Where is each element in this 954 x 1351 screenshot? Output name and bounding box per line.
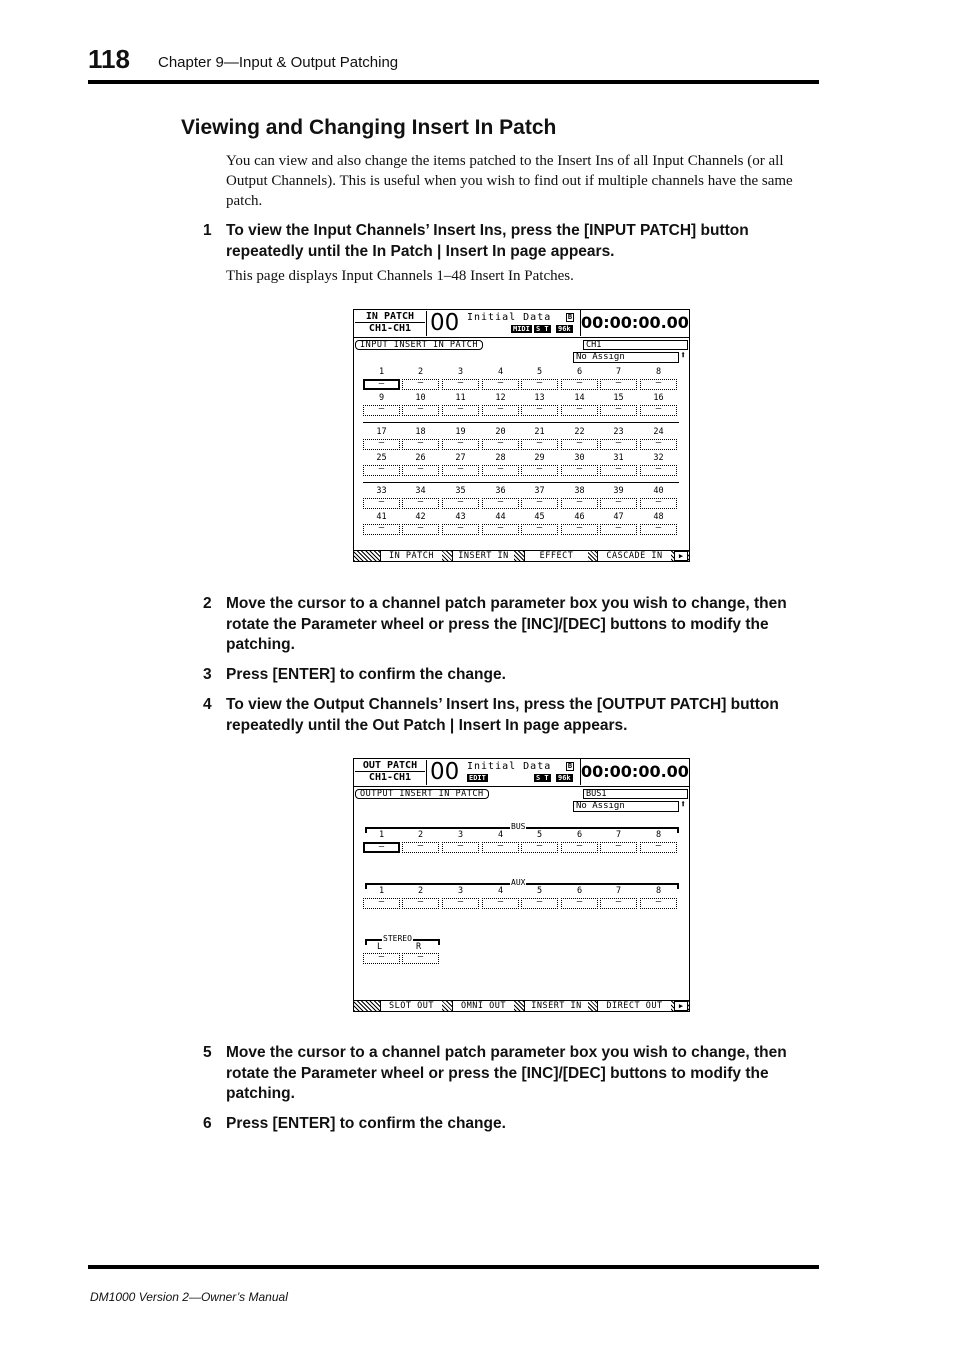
patch-parameter-box[interactable]: – <box>482 379 519 390</box>
input-insert-in-patch-screen <box>353 309 690 562</box>
patch-parameter-box[interactable]: – <box>442 465 479 476</box>
patch-parameter-box[interactable]: – <box>561 439 598 450</box>
intro-paragraph: You can view and also change the items patched to the Insert Ins of all Input Channels (or all Output Channels). This is useful when you wish to find out if multiple channels have the same patch. <box>226 153 793 209</box>
step-5 <box>203 1043 823 1105</box>
channel-label: 21 <box>534 427 545 437</box>
channel-label: 34 <box>415 486 426 496</box>
screen-top-bar <box>354 310 689 338</box>
channel-label: 31 <box>613 453 624 463</box>
patch-parameter-box[interactable]: – <box>442 524 479 535</box>
patch-parameter-box[interactable]: – <box>482 898 519 909</box>
channel-label: 17 <box>376 427 387 437</box>
channel-label: 35 <box>455 486 466 496</box>
channel-label: 27 <box>455 453 466 463</box>
sample-rate-tag: 96k <box>558 774 571 782</box>
patch-parameter-box[interactable]: – <box>442 405 479 416</box>
sample-rate-tag: 96k <box>558 325 571 333</box>
patch-parameter-box[interactable]: – <box>521 898 558 909</box>
patch-title: IN PATCH <box>355 311 425 323</box>
step-text: Press [ENTER] to confirm the change. <box>226 1115 506 1132</box>
tab-insert-in[interactable]: INSERT IN <box>452 551 514 561</box>
aux-group-label: AUX <box>511 878 526 887</box>
patch-parameter-box[interactable]: – <box>600 842 637 853</box>
scene-number: 00 <box>430 759 460 785</box>
channel-label: 12 <box>495 393 506 403</box>
edit-tag: EDIT <box>469 774 486 782</box>
channel-label: 38 <box>574 486 585 496</box>
channel-label: 2 <box>417 830 424 840</box>
patch-parameter-box[interactable]: – <box>482 405 519 416</box>
patch-parameter-box[interactable]: – <box>600 379 637 390</box>
channel-label: 25 <box>376 453 387 463</box>
timecode: 00:00:00.00 <box>580 759 688 785</box>
footer-text: DM1000 Version 2—Owner’s Manual <box>90 1290 288 1304</box>
step-6 <box>203 1114 823 1135</box>
patch-parameter-box[interactable]: – <box>640 842 677 853</box>
channel-label: 4 <box>497 886 504 896</box>
stereo-group-label: STEREO <box>383 934 412 943</box>
channel-label: 11 <box>455 393 466 403</box>
patch-parameter-box[interactable]: – <box>402 379 439 390</box>
page-label: INPUT INSERT IN PATCH <box>355 340 483 350</box>
patch-parameter-box[interactable]: – <box>363 953 400 964</box>
channel-label: 6 <box>576 886 583 896</box>
patch-parameter-box[interactable]: – <box>482 498 519 509</box>
channel-label: 18 <box>415 427 426 437</box>
channel-label: 4 <box>497 367 504 377</box>
b-icon: B <box>567 762 573 770</box>
patch-parameter-box[interactable]: – <box>561 898 598 909</box>
patch-parameter-box[interactable]: – <box>402 405 439 416</box>
patch-parameter-box[interactable]: – <box>561 842 598 853</box>
step-3 <box>203 665 823 686</box>
footer-rule <box>88 1265 819 1269</box>
page-label: OUTPUT INSERT IN PATCH <box>355 789 489 799</box>
timecode: 00:00:00.00 <box>580 310 688 336</box>
channel-label: 33 <box>376 486 387 496</box>
channel-label: 44 <box>495 512 506 522</box>
tab-bar <box>354 550 689 561</box>
assign-scroll-arrow-icon[interactable]: ⬆ <box>680 799 687 810</box>
channel-label: 8 <box>655 830 662 840</box>
step-number: 1 <box>203 222 212 239</box>
channel-label: 6 <box>576 367 583 377</box>
channel-label: 6 <box>576 830 583 840</box>
channel-label: 14 <box>574 393 585 403</box>
patch-parameter-box[interactable]: – <box>600 465 637 476</box>
channel-label: 3 <box>457 830 464 840</box>
step-number: 2 <box>203 595 212 612</box>
channel-label: 7 <box>615 367 622 377</box>
patch-parameter-box[interactable]: – <box>363 524 400 535</box>
channel-label: 30 <box>574 453 585 463</box>
channel-label: R <box>415 942 422 952</box>
b-icon: B <box>567 313 573 321</box>
channel-label: 48 <box>653 512 664 522</box>
channel-label: 5 <box>536 830 543 840</box>
patch-parameter-box[interactable]: – <box>561 524 598 535</box>
channel-label: 28 <box>495 453 506 463</box>
patch-parameter-box[interactable]: – <box>600 498 637 509</box>
tab-insert-in[interactable]: INSERT IN <box>524 1001 588 1011</box>
step-text: To view the Output Channels’ Insert Ins, press the [OUTPUT PATCH] button repeatedly until the Out Patch | Insert In page appears. <box>226 696 779 734</box>
channel-label: 41 <box>376 512 387 522</box>
step-1 <box>203 221 823 262</box>
patch-parameter-box[interactable]: – <box>402 842 439 853</box>
channel-label: 15 <box>613 393 624 403</box>
tab-cascade-in[interactable]: CASCADE IN <box>597 551 671 561</box>
channel-label: 39 <box>613 486 624 496</box>
channel-label: 3 <box>457 886 464 896</box>
channel-label: 43 <box>455 512 466 522</box>
channel-label: 3 <box>457 367 464 377</box>
channel-label: 19 <box>455 427 466 437</box>
channel-label: 24 <box>653 427 664 437</box>
step-number: 4 <box>203 696 212 713</box>
channel-label: 20 <box>495 427 506 437</box>
patch-parameter-box[interactable]: – <box>521 524 558 535</box>
patch-parameter-box[interactable]: – <box>482 439 519 450</box>
channel-label: 23 <box>613 427 624 437</box>
patch-parameter-box[interactable]: – <box>442 439 479 450</box>
patch-parameter-box[interactable]: – <box>402 524 439 535</box>
channel-label: 45 <box>534 512 545 522</box>
channel-label: 36 <box>495 486 506 496</box>
group-separator <box>363 422 679 423</box>
patch-range: CH1-CH1 <box>368 323 412 334</box>
patch-parameter-box[interactable]: – <box>442 498 479 509</box>
patch-parameter-box[interactable]: – <box>363 405 400 416</box>
channel-label: 42 <box>415 512 426 522</box>
channel-label: 4 <box>497 830 504 840</box>
patch-parameter-box[interactable]: – <box>640 379 677 390</box>
step-4 <box>203 695 823 736</box>
scene-title: Initial Data <box>467 761 552 772</box>
midi-tag: MIDI <box>513 325 530 333</box>
step-text: Move the cursor to a channel patch parameter box you wish to change, then rotate the Parameter wheel or press the [INC]/[DEC] buttons to modify the patching. <box>226 1044 787 1102</box>
channel-label: 1 <box>378 886 385 896</box>
channel-label: 32 <box>653 453 664 463</box>
scene-number: 00 <box>430 310 460 336</box>
patch-parameter-box[interactable]: – <box>482 465 519 476</box>
step-number: 6 <box>203 1115 212 1132</box>
tab-in-patch[interactable]: IN PATCH <box>380 551 442 561</box>
patch-indicator <box>355 311 427 336</box>
tab-slot-out[interactable]: SLOT OUT <box>380 1001 442 1011</box>
chapter-title: Chapter 9—Input & Output Patching <box>158 54 399 71</box>
assign-field[interactable]: No Assign <box>573 352 679 363</box>
patch-parameter-box[interactable]: – <box>640 439 677 450</box>
patch-parameter-box[interactable]: – <box>363 898 400 909</box>
patch-parameter-box[interactable]: – <box>482 842 519 853</box>
patch-parameter-box[interactable]: – <box>402 898 439 909</box>
section-title: Viewing and Changing Insert In Patch <box>181 116 557 139</box>
channel-label: 22 <box>574 427 585 437</box>
patch-parameter-box[interactable]: – <box>640 524 677 535</box>
channel-label: 5 <box>536 886 543 896</box>
patch-parameter-box[interactable]: – <box>640 465 677 476</box>
channel-field[interactable]: BUS1 <box>583 789 688 799</box>
channel-label: 1 <box>378 830 385 840</box>
patch-parameter-box[interactable]: – <box>363 498 400 509</box>
patch-parameter-box[interactable]: – <box>600 439 637 450</box>
step-text: To view the Input Channels’ Insert Ins, press the [INPUT PATCH] button repeatedly until the In Patch | Insert In page appears. <box>226 222 749 260</box>
patch-parameter-box[interactable]: – <box>561 405 598 416</box>
step-text: Press [ENTER] to confirm the change. <box>226 666 506 683</box>
channel-label: 2 <box>417 886 424 896</box>
patch-parameter-box[interactable]: – <box>363 379 400 390</box>
channel-label: 10 <box>415 393 426 403</box>
patch-parameter-box[interactable]: – <box>402 465 439 476</box>
patch-parameter-box[interactable]: – <box>600 524 637 535</box>
assign-field[interactable]: No Assign <box>573 801 679 812</box>
group-separator <box>363 482 679 483</box>
channel-label: 1 <box>378 367 385 377</box>
patch-parameter-box[interactable]: – <box>363 842 400 853</box>
patch-parameter-box[interactable]: – <box>442 842 479 853</box>
channel-label: 8 <box>655 886 662 896</box>
page-number: 118 <box>88 44 130 74</box>
patch-parameter-box[interactable]: – <box>561 465 598 476</box>
next-tab-icon[interactable]: ▶ <box>674 551 688 561</box>
tab-effect[interactable]: EFFECT <box>524 551 588 561</box>
channel-label: 7 <box>615 886 622 896</box>
patch-parameter-box[interactable]: – <box>402 953 439 964</box>
assign-scroll-arrow-icon[interactable]: ⬆ <box>680 350 687 361</box>
step-number: 3 <box>203 666 212 683</box>
patch-parameter-box[interactable]: – <box>482 524 519 535</box>
patch-parameter-box[interactable]: – <box>521 842 558 853</box>
output-insert-in-patch-screen <box>353 758 690 1012</box>
channel-label: 2 <box>417 367 424 377</box>
next-tab-icon[interactable]: ▶ <box>674 1001 688 1011</box>
channel-label: 16 <box>653 393 664 403</box>
patch-parameter-box[interactable]: – <box>521 379 558 390</box>
patch-parameter-box[interactable]: – <box>561 379 598 390</box>
header-rule <box>88 80 819 84</box>
patch-parameter-box[interactable]: – <box>363 439 400 450</box>
channel-label: 9 <box>378 393 385 403</box>
channel-label: 46 <box>574 512 585 522</box>
channel-field[interactable]: CH1 <box>583 340 688 350</box>
tab-bar <box>354 1000 689 1011</box>
patch-range: CH1-CH1 <box>368 772 412 783</box>
patch-parameter-box[interactable]: – <box>521 465 558 476</box>
channel-label: 26 <box>415 453 426 463</box>
channel-label: 8 <box>655 367 662 377</box>
patch-parameter-box[interactable]: – <box>521 439 558 450</box>
patch-parameter-box[interactable]: – <box>600 898 637 909</box>
patch-parameter-box[interactable]: – <box>521 405 558 416</box>
patch-parameter-box[interactable]: – <box>363 465 400 476</box>
channel-label: 13 <box>534 393 545 403</box>
patch-parameter-box[interactable]: – <box>402 498 439 509</box>
bus-group-label: BUS <box>511 822 526 831</box>
patch-parameter-box[interactable]: – <box>640 898 677 909</box>
tab-omni-out[interactable]: OMNI OUT <box>452 1001 514 1011</box>
st-tag: S T <box>536 325 549 333</box>
patch-parameter-box[interactable]: – <box>442 379 479 390</box>
screen-top-bar <box>354 759 689 787</box>
channel-label: 29 <box>534 453 545 463</box>
tab-direct-out[interactable]: DIRECT OUT <box>597 1001 671 1011</box>
step-1-note: This page displays Input Channels 1–48 Insert In Patches. <box>226 268 574 284</box>
channel-label: 5 <box>536 367 543 377</box>
channel-label: 40 <box>653 486 664 496</box>
channel-label: L <box>376 942 383 952</box>
step-2 <box>203 594 823 656</box>
patch-parameter-box[interactable]: – <box>402 439 439 450</box>
patch-parameter-box[interactable]: – <box>442 898 479 909</box>
channel-label: 7 <box>615 830 622 840</box>
patch-parameter-box[interactable]: – <box>561 498 598 509</box>
channel-label: 37 <box>534 486 545 496</box>
patch-parameter-box[interactable]: – <box>640 498 677 509</box>
scene-title: Initial Data <box>467 312 552 323</box>
patch-indicator <box>355 760 427 785</box>
patch-title: OUT PATCH <box>355 760 425 772</box>
patch-parameter-box[interactable]: – <box>640 405 677 416</box>
patch-parameter-box[interactable]: – <box>521 498 558 509</box>
channel-label: 47 <box>613 512 624 522</box>
patch-parameter-box[interactable]: – <box>600 405 637 416</box>
step-text: Move the cursor to a channel patch parameter box you wish to change, then rotate the Parameter wheel or press the [INC]/[DEC] buttons to modify the patching. <box>226 595 787 653</box>
step-number: 5 <box>203 1044 212 1061</box>
st-tag: S T <box>536 774 549 782</box>
